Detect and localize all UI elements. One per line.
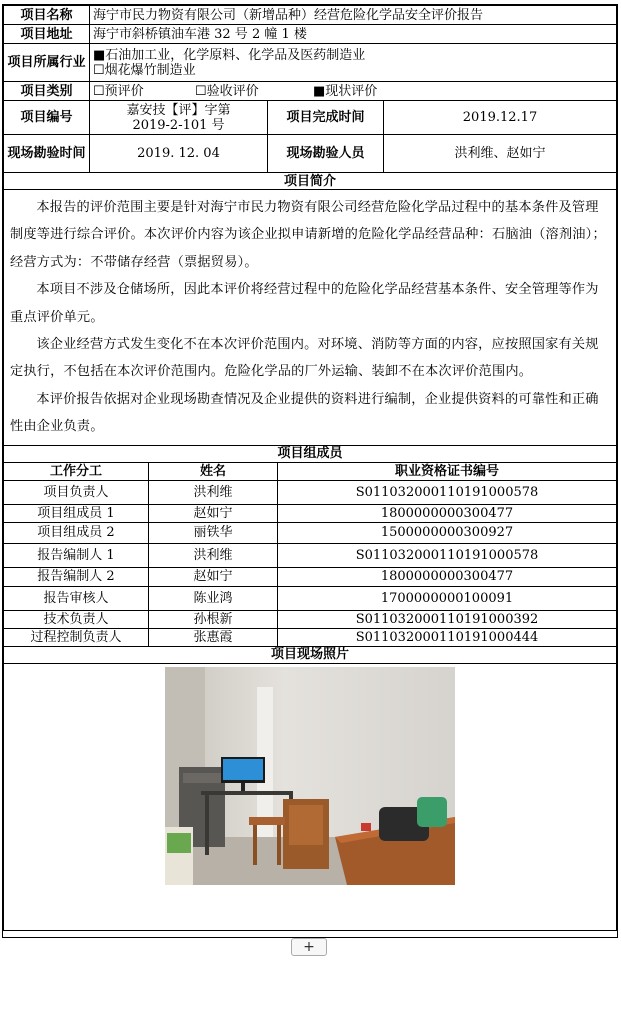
type-option-pre: ☐预评价	[93, 83, 144, 99]
table-row	[4, 586, 617, 610]
member-name: 洪利维	[149, 543, 278, 567]
member-cert: S011032000110191000578	[278, 480, 617, 504]
project-number-label: 项目编号	[4, 101, 90, 135]
member-cert: S011032000110191000392	[278, 610, 617, 628]
project-type-label: 项目类别	[4, 82, 90, 101]
member-cert: S011032000110191000578	[278, 543, 617, 567]
photos-title: 项目现场照片	[4, 646, 617, 663]
project-name-label: 项目名称	[4, 6, 90, 25]
site-photo	[165, 667, 455, 885]
survey-time-value: 2019. 12. 04	[90, 135, 268, 173]
members-header-role: 工作分工	[4, 462, 149, 480]
industry-option: ☐烟花爆竹制造业	[93, 62, 196, 78]
member-name: 赵如宁	[149, 567, 278, 586]
member-cert: 1500000000300927	[278, 522, 617, 543]
checkbox-filled-icon: ■	[93, 47, 106, 63]
member-role: 过程控制负责人	[4, 628, 149, 646]
project-address-label: 项目地址	[4, 25, 90, 44]
intro-paragraph: 该企业经营方式发生变化不在本次评价范围内。对环境、消防等方面的内容，应按照国家有关规定执行，不包括在本次评价范围内。危险化学品的厂外运输、装卸不在本次评价范围内。	[10, 337, 599, 380]
project-industry-options	[90, 44, 617, 82]
type-option-current: ■现状评价	[313, 83, 378, 99]
project-number-value: 嘉安技【评】字第 2019-2-101 号	[90, 101, 268, 135]
member-name: 陈业鸿	[149, 586, 278, 610]
completion-time-value: 2019.12.17	[384, 101, 617, 135]
member-role: 报告编制人 1	[4, 543, 149, 567]
member-name: 张惠霞	[149, 628, 278, 646]
project-type-options	[90, 82, 617, 101]
member-cert: S011032000110191000444	[278, 628, 617, 646]
member-name: 孙根新	[149, 610, 278, 628]
photo-cell	[4, 663, 617, 930]
member-name: 赵如宁	[149, 504, 278, 522]
member-cert: 1800000000300477	[278, 504, 617, 522]
checkbox-filled-icon: ■	[313, 83, 326, 99]
type-option-acceptance: ☐验收评价	[195, 83, 259, 99]
checkbox-empty-icon: ☐	[195, 83, 207, 99]
members-title: 项目组成员	[4, 445, 617, 462]
members-table	[3, 445, 617, 931]
member-role: 项目组成员 2	[4, 522, 149, 543]
member-role: 项目负责人	[4, 480, 149, 504]
intro-paragraph: 本项目不涉及仓储场所，因此本评价将经营过程中的危险化学品经营基本条件、安全管理等作为重点评价单元。	[10, 282, 599, 325]
table-row	[4, 567, 617, 586]
surveyors-value: 洪利维、赵如宁	[384, 135, 617, 173]
members-header-name: 姓名	[149, 462, 278, 480]
table-row	[4, 610, 617, 628]
intro-body	[4, 190, 617, 446]
site-photo-image	[165, 667, 455, 885]
member-role: 技术负责人	[4, 610, 149, 628]
member-cert: 1700000000100091	[278, 586, 617, 610]
table-row	[4, 628, 617, 646]
table-row	[4, 504, 617, 522]
project-name-value: 海宁市民力物资有限公司（新增品种）经营危险化学品安全评价报告	[90, 6, 617, 25]
member-role: 报告编制人 2	[4, 567, 149, 586]
table-row	[4, 480, 617, 504]
completion-time-label: 项目完成时间	[268, 101, 384, 135]
checkbox-empty-icon: ☐	[93, 83, 105, 99]
industry-option: ■石油加工业，化学原料、化学品及医药制造业	[93, 47, 366, 63]
project-address-value: 海宁市斜桥镇油车港 32 号 2 幢 1 楼	[90, 25, 617, 44]
member-role: 项目组成员 1	[4, 504, 149, 522]
member-cert: 1800000000300477	[278, 567, 617, 586]
table-row	[4, 522, 617, 543]
surveyors-label: 现场勘验人员	[268, 135, 384, 173]
intro-paragraph: 本评价报告依据对企业现场勘查情况及企业提供的资料进行编制，企业提供资料的可靠性和正确性由企业负责。	[10, 391, 599, 435]
report-sheet	[2, 4, 618, 938]
member-role: 报告审核人	[4, 586, 149, 610]
project-industry-label: 项目所属行业	[4, 44, 90, 82]
member-name: 洪利维	[149, 480, 278, 504]
intro-paragraph: 本报告的评价范围主要是针对海宁市民力物资有限公司经营危险化学品过程中的基本条件及管理制度等进行综合评价。本次评价内容为该企业拟申请新增的危险化学品经营品种：石脑油（溶剂油）；经营方式为：不带储存经营（票据贸易）。	[10, 200, 606, 270]
survey-time-label: 现场勘验时间	[4, 135, 90, 173]
project-info-table	[3, 5, 617, 446]
members-header-cert: 职业资格证书编号	[278, 462, 617, 480]
member-name: 丽铁华	[149, 522, 278, 543]
add-page-button[interactable]: +	[291, 938, 327, 956]
table-row	[4, 543, 617, 567]
checkbox-empty-icon: ☐	[93, 62, 105, 78]
intro-title: 项目简介	[4, 173, 617, 190]
